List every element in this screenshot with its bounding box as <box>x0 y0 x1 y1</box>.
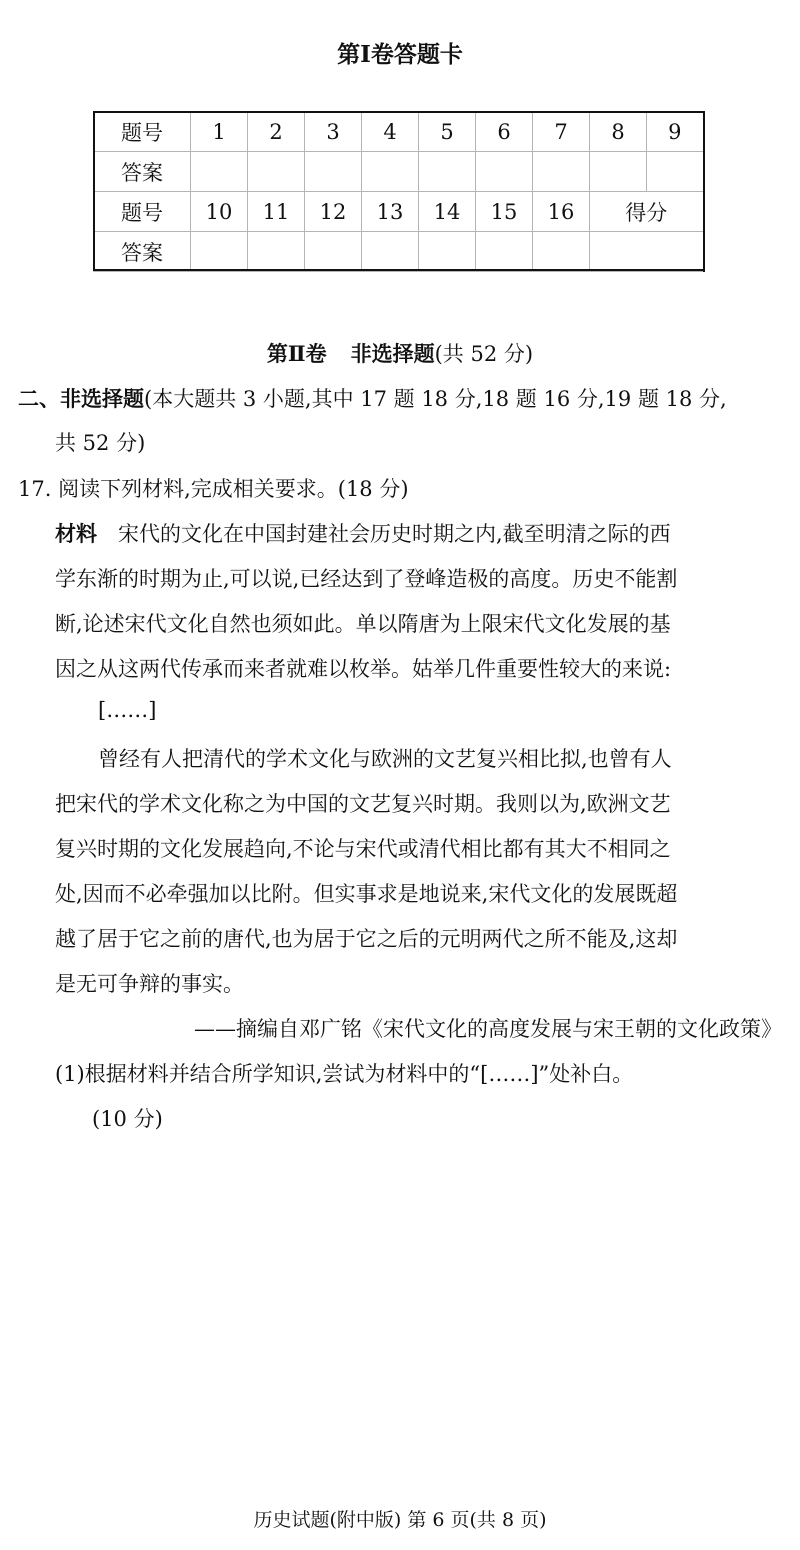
table-border-bottom-right <box>614 269 705 271</box>
answer-cell[interactable] <box>248 232 305 272</box>
sub-question-1: (1)根据材料并结合所学知识,尝试为材料中的“[……]”处补白。 <box>55 1062 634 1086</box>
table-border-top <box>93 111 705 113</box>
section2-title-score: (共 52 分) <box>434 342 534 366</box>
material-line: 是无可争辩的事实。 <box>55 972 244 996</box>
answer-cell[interactable] <box>476 232 533 272</box>
material-line: 曾经有人把清代的学术文化与欧洲的文艺复兴相比拟,也曾有人 <box>98 747 672 771</box>
row-label-answer: 答案 <box>94 152 191 192</box>
material-line: 复兴时期的文化发展趋向,不论与宋代或清代相比都有其大不相同之 <box>55 837 671 861</box>
row-label-number: 题号 <box>94 192 191 232</box>
question-number-cell: 13 <box>362 192 419 232</box>
material-line: 断,论述宋代文化自然也须如此。单以隋唐为上限宋代文化发展的基 <box>55 612 671 636</box>
question-number-cell: 16 <box>533 192 590 232</box>
section2-title-volume: 第Ⅱ卷 <box>266 341 327 366</box>
answer-cell[interactable] <box>476 152 533 192</box>
section2-title <box>0 338 800 368</box>
material-line: 学东渐的时期为止,可以说,已经达到了登峰造极的高度。历史不能割 <box>55 567 678 591</box>
answer-cell[interactable] <box>362 152 419 192</box>
table-row-numbers-2 <box>94 192 704 232</box>
table-row-answers-2 <box>94 232 704 272</box>
section2-heading-text: (本大题共 3 小题,其中 17 题 18 分,18 题 16 分,19 题 18 分, <box>144 387 727 411</box>
question-number-cell: 8 <box>590 112 647 152</box>
answer-cell[interactable] <box>590 152 647 192</box>
question-number-cell: 11 <box>248 192 305 232</box>
question-number-cell: 2 <box>248 112 305 152</box>
answer-cell[interactable] <box>362 232 419 272</box>
answer-card-table <box>93 111 705 272</box>
table-border-bottom <box>93 269 614 271</box>
answer-cell[interactable] <box>305 232 362 272</box>
material-text: 宋代的文化在中国封建社会历史时期之内,截至明清之际的西 <box>118 522 671 546</box>
answer-cell[interactable] <box>419 152 476 192</box>
table-row-answers-1 <box>94 152 704 192</box>
table-row-numbers-1 <box>94 112 704 152</box>
material-omission: [……] <box>98 698 157 722</box>
answer-cell[interactable] <box>191 232 248 272</box>
answer-cell[interactable] <box>191 152 248 192</box>
answer-cell[interactable] <box>419 232 476 272</box>
question-number-cell: 5 <box>419 112 476 152</box>
row-label-answer: 答案 <box>94 232 191 272</box>
score-cell[interactable] <box>590 232 704 272</box>
sub-question-1-score: (10 分) <box>92 1107 163 1131</box>
section2-heading-label: 二、非选择题 <box>18 386 144 411</box>
question-number-cell: 10 <box>191 192 248 232</box>
section2-title-type: 非选择题 <box>350 341 435 366</box>
material-line: 把宋代的学术文化称之为中国的文艺复兴时期。我则以为,欧洲文艺 <box>55 792 671 816</box>
answer-cell[interactable] <box>647 152 704 192</box>
question-number-cell: 4 <box>362 112 419 152</box>
table-border-left <box>93 111 95 271</box>
question-17-title: 17. 阅读下列材料,完成相关要求。(18 分) <box>18 477 409 501</box>
question-number-cell: 12 <box>305 192 362 232</box>
question-number-cell: 1 <box>191 112 248 152</box>
answer-cell[interactable] <box>533 232 590 272</box>
material-line: 处,因而不必牵强加以比附。但实事求是地说来,宋代文化的发展既超 <box>55 882 678 906</box>
score-label: 得分 <box>590 192 704 232</box>
material-source: ——摘编自邓广铭《宋代文化的高度发展与宋王朝的文化政策》 <box>194 1017 782 1041</box>
material-line-1 <box>55 518 671 548</box>
question-number-cell: 14 <box>419 192 476 232</box>
material-label: 材料 <box>55 521 97 546</box>
answer-cell[interactable] <box>305 152 362 192</box>
question-number-cell: 3 <box>305 112 362 152</box>
question-number-cell: 9 <box>647 112 704 152</box>
question-number-cell: 15 <box>476 192 533 232</box>
answer-cell[interactable] <box>248 152 305 192</box>
answer-cell[interactable] <box>533 152 590 192</box>
section1-title: 第Ⅰ卷答题卡 <box>337 41 463 68</box>
question-number-cell: 6 <box>476 112 533 152</box>
material-line: 因之从这两代传承而来者就难以枚举。姑举几件重要性较大的来说: <box>55 657 672 681</box>
section2-heading-cont: 共 52 分) <box>55 431 146 455</box>
row-label-number: 题号 <box>94 112 191 152</box>
material-line: 越了居于它之前的唐代,也为居于它之后的元明两代之所不能及,这却 <box>55 927 678 951</box>
page-footer: 历史试题(附中版) 第 6 页(共 8 页) <box>253 1509 547 1531</box>
section2-heading <box>18 383 727 413</box>
question-number-cell: 7 <box>533 112 590 152</box>
